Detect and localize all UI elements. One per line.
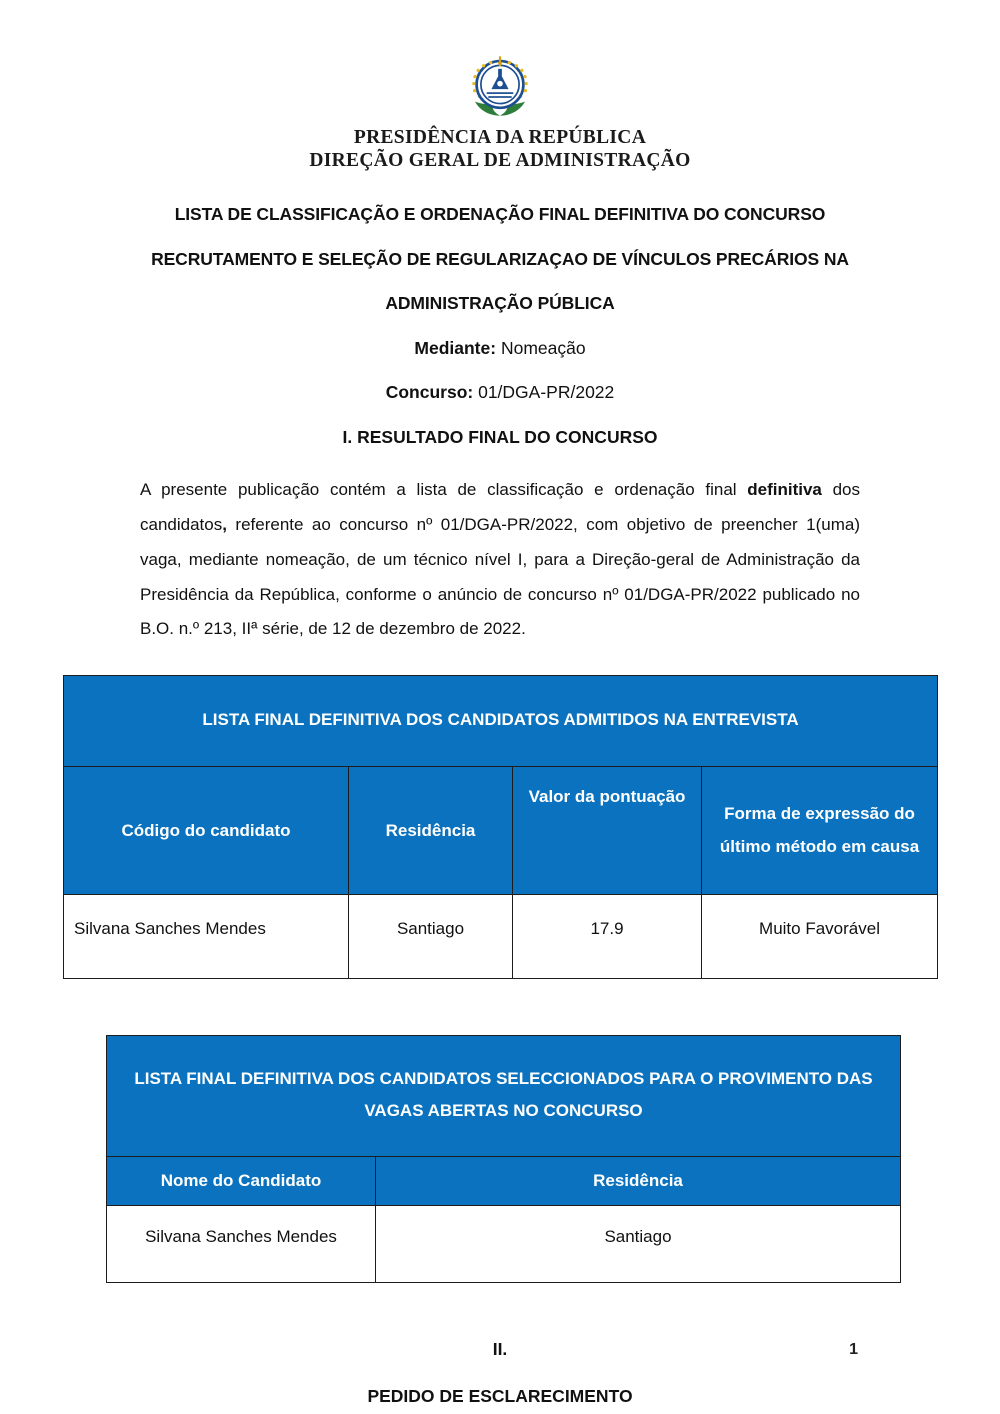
table-header-row bbox=[64, 767, 938, 895]
mediante-label: Mediante: bbox=[414, 337, 497, 358]
cell-codigo-candidato: Silvana Sanches Mendes bbox=[64, 895, 349, 979]
cape-verde-coat-of-arms-icon bbox=[461, 50, 539, 122]
organization-line-2: DIREÇÃO GERAL DE ADMINISTRAÇÃO bbox=[309, 150, 691, 171]
paragraph-part-1: A presente publicação contém a lista de classificação e ordenação final bbox=[140, 480, 748, 499]
intro-paragraph bbox=[140, 473, 860, 647]
table-seleccionados-wrapper bbox=[106, 1035, 1000, 1283]
cell-residencia: Santiago bbox=[349, 895, 513, 979]
concurso-line bbox=[0, 384, 1000, 402]
paragraph-bold-comma: , bbox=[222, 514, 227, 534]
document-header bbox=[0, 0, 1000, 172]
table-seleccionados-banner: LISTA FINAL DEFINITIVA DOS CANDIDATOS SELECCIONADOS PARA O PROVIMENTO DAS VAGAS ABERTAS NO CONCURSO bbox=[107, 1036, 901, 1157]
cell-residencia-2: Santiago bbox=[376, 1206, 901, 1283]
organization-names bbox=[0, 126, 1000, 172]
table-row bbox=[64, 895, 938, 979]
table-header-row bbox=[107, 1157, 901, 1206]
document-title-line-3: ADMINISTRAÇÃO PÚBLICA bbox=[385, 293, 615, 313]
cell-expressao: Muito Favorável bbox=[702, 895, 938, 979]
table-admitidos-banner: LISTA FINAL DEFINITIVA DOS CANDIDATOS ADMITIDOS NA ENTREVISTA bbox=[64, 676, 938, 767]
cell-nome-candidato: Silvana Sanches Mendes bbox=[107, 1206, 376, 1283]
column-header-nome-candidato: Nome do Candidato bbox=[107, 1157, 376, 1206]
table-row bbox=[107, 1206, 901, 1283]
mediante-line bbox=[0, 337, 1000, 358]
mediante-value: Nomeação bbox=[500, 337, 586, 358]
table-banner-row bbox=[64, 676, 938, 767]
table-admitidos-wrapper bbox=[63, 675, 1000, 979]
section-numeral-ii: II. bbox=[492, 1339, 508, 1360]
column-header-pontuacao: Valor da pontuação bbox=[513, 767, 702, 895]
paragraph-part-3: referente ao concurso nº 01/DGA-PR/2022, com objetivo de preencher 1(uma) vaga, mediante nomeação, de um técnico nível I, para a Direção-geral de Administração da Presidência da República, conforme o anúncio de concurso nº 01/DGA-PR/2022 publicado no B.O. n.º 213, IIª série, de 12 de dezembro de 2022. bbox=[140, 514, 860, 639]
document-title-line-1: LISTA DE CLASSIFICAÇÃO E ORDENAÇÃO FINAL DEFINITIVA DO CONCURSO bbox=[174, 204, 826, 224]
column-header-residencia: Residência bbox=[349, 767, 513, 895]
concurso-value: 01/DGA-PR/2022 bbox=[478, 382, 615, 402]
section-heading-i: I. RESULTADO FINAL DO CONCURSO bbox=[342, 426, 658, 447]
paragraph-part-2: dos candidatos bbox=[140, 480, 860, 534]
column-header-codigo: Código do candidato bbox=[64, 767, 349, 895]
table-candidatos-admitidos bbox=[63, 675, 938, 979]
page-number: 1 bbox=[849, 1341, 858, 1358]
table-banner-row bbox=[107, 1036, 901, 1157]
paragraph-bold-definitiva: definitiva bbox=[747, 480, 822, 499]
section-heading-pedido-esclarecimento: PEDIDO DE ESCLARECIMENTO bbox=[367, 1386, 633, 1407]
title-block bbox=[0, 206, 1000, 446]
column-header-residencia-2: Residência bbox=[376, 1157, 901, 1206]
document-title-line-2: RECRUTAMENTO E SELEÇÃO DE REGULARIZAÇAO DE VÍNCULOS PRECÁRIOS NA bbox=[151, 248, 849, 269]
cell-pontuacao: 17.9 bbox=[513, 895, 702, 979]
organization-line-1: PRESIDÊNCIA DA REPÚBLICA bbox=[353, 127, 647, 148]
concurso-label: Concurso: bbox=[385, 382, 474, 402]
table-candidatos-seleccionados bbox=[106, 1035, 901, 1283]
column-header-expressao: Forma de expressão do último método em causa bbox=[702, 767, 938, 895]
